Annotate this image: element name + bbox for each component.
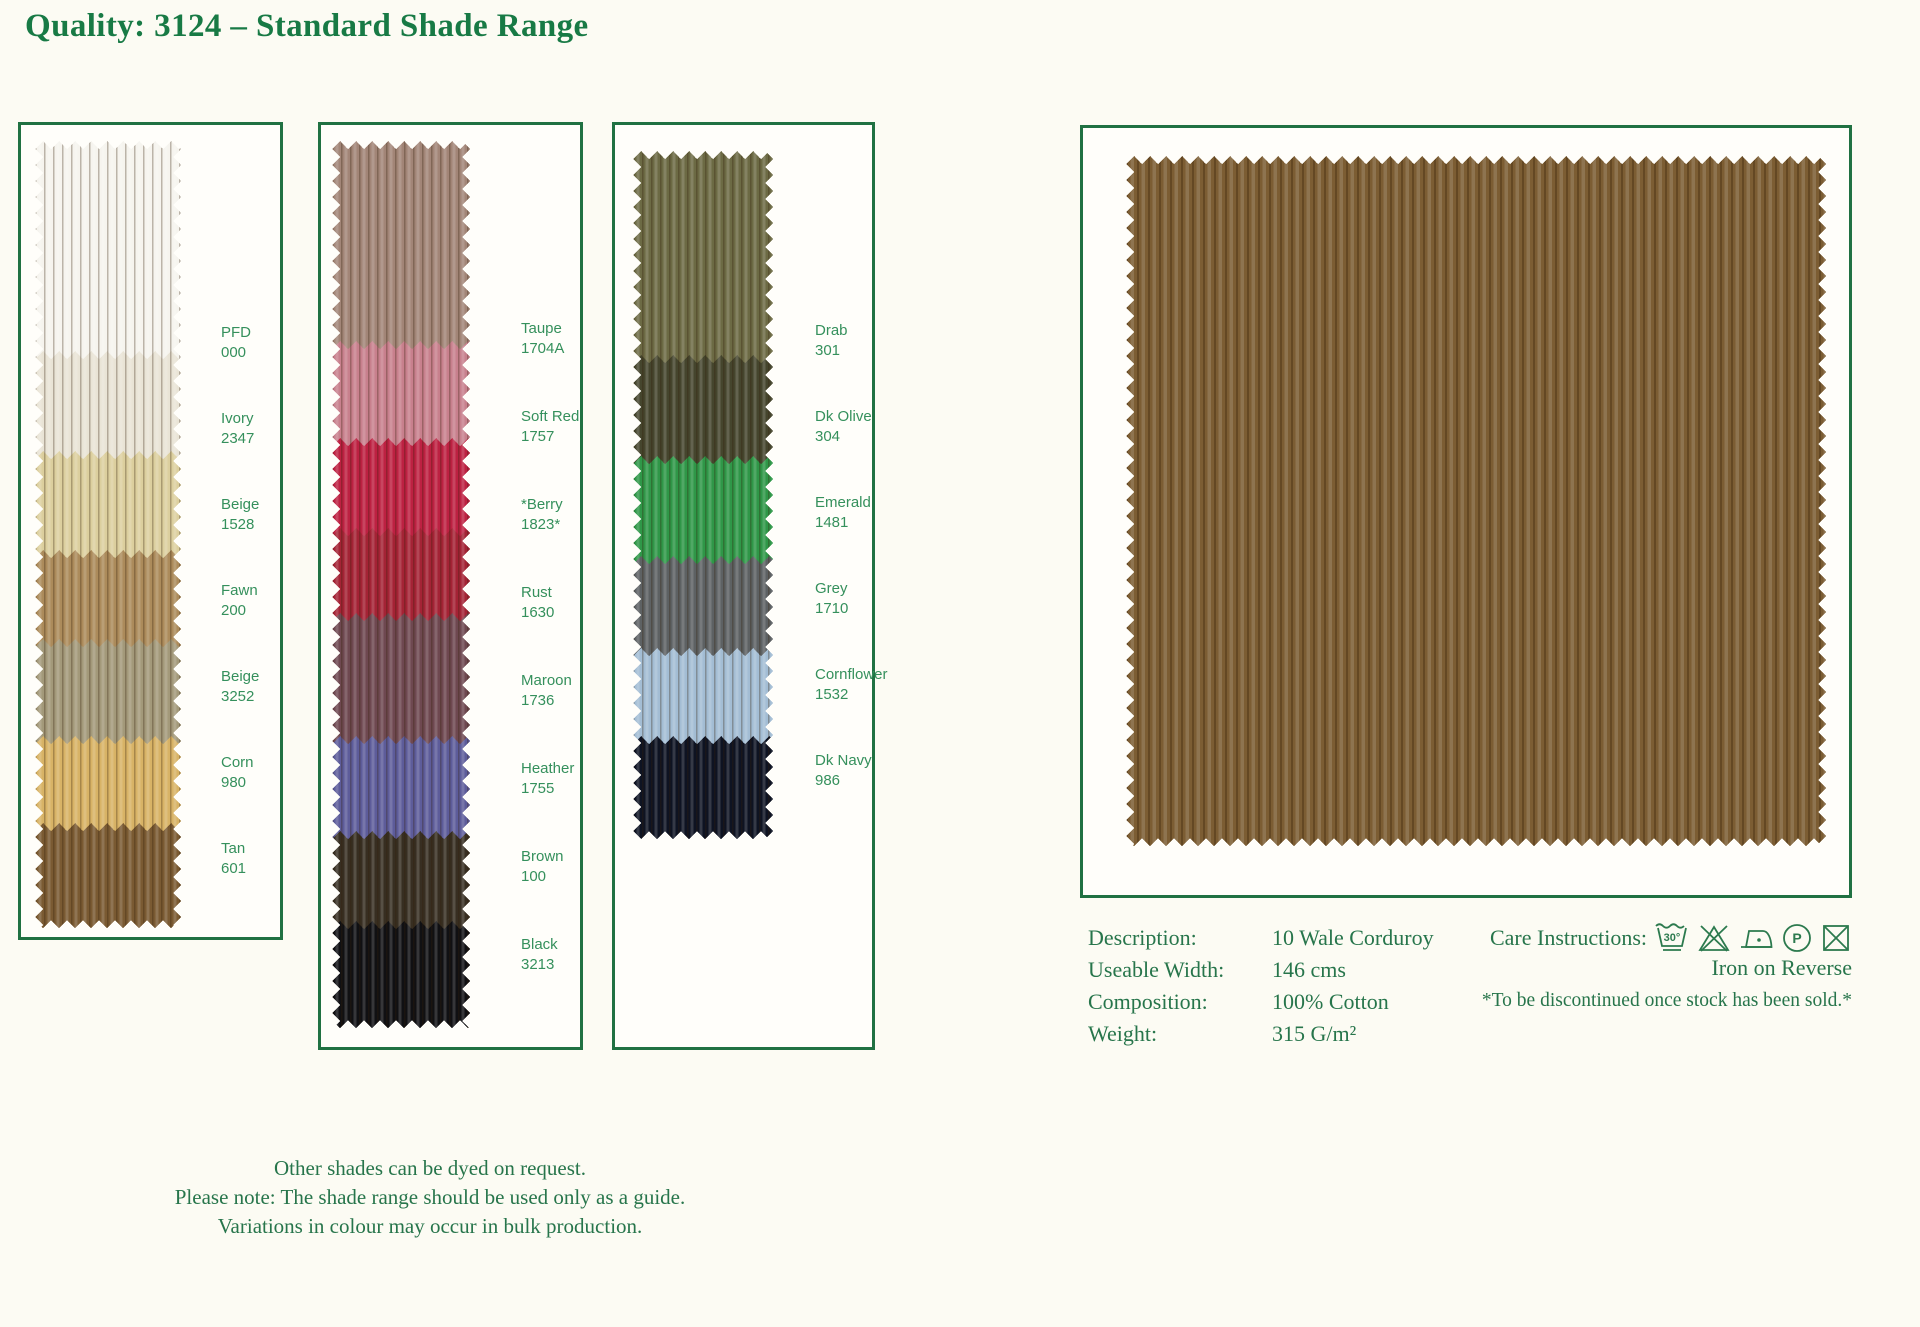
care-instructions-label: Care Instructions: [1489, 925, 1647, 950]
shade-label: Corn 980 [221, 754, 254, 791]
shade-label: Beige 3252 [221, 668, 260, 705]
dry-clean-p-icon [1781, 922, 1813, 954]
iron-on-reverse-note: Iron on Reverse [1711, 955, 1852, 980]
fabric-swatch-corn [35, 736, 181, 831]
svg-text:P: P [1792, 930, 1802, 946]
fabric-swatch-dk-navy [633, 736, 773, 839]
detail-row-description: Description: 10 Wale Corduroy [1088, 925, 1434, 950]
shade-label: Dk Olive 304 [815, 408, 872, 445]
shade-card-column-3 [612, 122, 888, 1050]
swatch-strip [332, 141, 470, 1028]
shade-label: Emerald 1481 [815, 494, 871, 531]
iron-one-dot-icon [1738, 922, 1774, 954]
fabric-swatch-cornflower [633, 648, 773, 744]
shade-label: Grey 1710 [815, 580, 849, 617]
fabric-swatch-beige-1528 [35, 451, 181, 558]
fabric-swatch-brown [332, 831, 470, 929]
page-title: Quality: 3124 – Standard Shade Range [25, 8, 589, 44]
shade-label: Drab 301 [815, 322, 848, 359]
do-not-tumble-dry-icon [1820, 922, 1852, 954]
main-swatch [1126, 156, 1826, 846]
fabric-swatch-ivory [35, 351, 181, 459]
fabric-details [1088, 922, 1434, 1050]
shade-label: Black 3213 [521, 936, 558, 973]
shade-label: PFD 000 [221, 324, 251, 361]
fabric-swatch-main [1126, 156, 1826, 846]
note-line-3: Variations in colour may occur in bulk production. [217, 1214, 643, 1238]
fabric-swatch-rust [332, 528, 470, 621]
shade-label: Taupe 1704A [521, 320, 565, 357]
fabric-swatch-heather [332, 736, 470, 839]
detail-row-weight: Weight: 315 G/m² [1088, 1021, 1357, 1046]
swatch-strip [633, 151, 773, 839]
shade-card-column-1 [18, 122, 283, 940]
detail-row-composition: Composition: 100% Cotton [1088, 989, 1389, 1014]
do-not-bleach-icon [1697, 922, 1731, 954]
detail-row-useable-width: Useable Width: 146 cms [1088, 957, 1346, 982]
svg-text:30°: 30° [1663, 932, 1681, 944]
note-line-2: Please note: The shade range should be used only as a guide. [174, 1185, 686, 1209]
shade-label: Soft Red 1757 [521, 408, 580, 445]
discontinued-note: *To be discontinued once stock has been sold.* [1481, 990, 1852, 1011]
shade-card-column-2 [318, 122, 583, 1050]
shade-label: *Berry 1823* [521, 496, 563, 533]
fabric-swatch-black [332, 921, 470, 1028]
fabric-swatch-fawn [35, 550, 181, 647]
fabric-swatch-maroon [332, 613, 470, 744]
fabric-swatch-drab [633, 151, 773, 363]
fabric-swatch-soft-red [332, 341, 470, 446]
wash-30-icon [1654, 922, 1690, 954]
shade-label: Beige 1528 [221, 496, 260, 533]
fabric-swatch-berry [332, 438, 470, 536]
main-swatch-frame [1080, 125, 1852, 898]
fabric-swatch-taupe [332, 141, 470, 349]
fabric-swatch-tan [35, 823, 181, 928]
shade-label: Ivory 2347 [221, 410, 255, 447]
note-line-1: Other shades can be dyed on request. [274, 1156, 586, 1180]
shade-label: Fawn 200 [221, 582, 258, 619]
shade-label: Tan 601 [221, 840, 247, 877]
fabric-swatch-grey [633, 556, 773, 656]
shade-label: Brown 100 [521, 848, 564, 885]
fabric-swatch-emerald [633, 456, 773, 564]
fabric-swatch-dk-olive [633, 355, 773, 464]
shade-label: Rust 1630 [521, 584, 555, 621]
shade-label: Dk Navy 986 [815, 752, 872, 789]
shade-range-notes [150, 1154, 710, 1241]
shade-label: Cornflower 1532 [815, 666, 888, 703]
care-instructions [1450, 921, 1852, 955]
shade-label: Heather 1755 [521, 760, 575, 797]
swatch-strip [35, 141, 181, 928]
fabric-swatch-pfd [35, 141, 181, 359]
shade-label: Maroon 1736 [521, 672, 572, 709]
fabric-swatch-beige-3252 [35, 639, 181, 744]
